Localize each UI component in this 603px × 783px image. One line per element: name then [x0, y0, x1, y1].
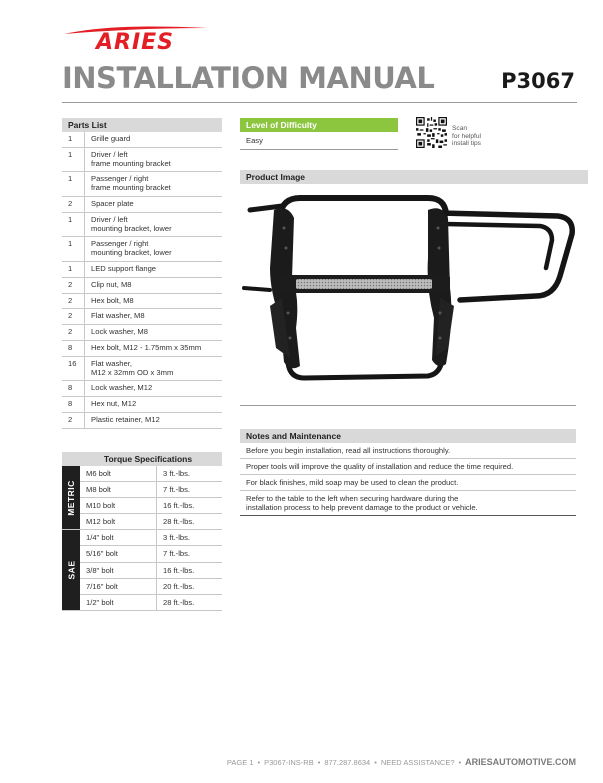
footer-website-link[interactable]: ARIESAUTOMOTIVE.COM: [465, 757, 576, 767]
note-item: Before you begin installation, read all instructions thoroughly.: [240, 443, 576, 459]
torque-value: 7 ft.-lbs.: [156, 546, 222, 561]
qr-code-icon[interactable]: [416, 117, 447, 148]
difficulty-header: Level of Difficulty: [240, 118, 398, 132]
grille-guard-image: [240, 188, 576, 388]
bolt-size: M6 bolt: [86, 469, 111, 478]
part-qty: 16: [68, 358, 77, 368]
torque-row: [80, 466, 222, 482]
torque-section-label: METRIC: [62, 466, 80, 529]
page-title: INSTALLATION MANUAL: [62, 61, 435, 95]
torque-row: [80, 546, 222, 562]
part-qty: 2: [68, 198, 73, 208]
part-description: Hex bolt, M8: [84, 294, 222, 309]
torque-value: 28 ft.-lbs.: [156, 595, 222, 610]
torque-value: 16 ft.-lbs.: [156, 563, 222, 578]
bolt-size: 1/2" bolt: [86, 597, 114, 607]
qr-caption: Scan for helpful install tips: [452, 125, 481, 148]
bolt-size: M8 bolt: [86, 485, 111, 495]
parts-row: [62, 278, 222, 294]
part-description: LED support flange: [84, 262, 222, 277]
parts-row: [62, 413, 222, 429]
footer-doc-code: P3067-INS-RB: [264, 758, 314, 767]
torque-value: 7 ft.-lbs.: [156, 482, 222, 497]
part-number: P3067: [501, 69, 575, 93]
torque-section-metric: [62, 466, 222, 530]
part-description: Passenger / right frame mounting bracket: [84, 172, 222, 196]
footer-page: PAGE 1: [226, 758, 254, 767]
part-description: Clip nut, M8: [84, 278, 222, 293]
part-description: Hex nut, M12: [84, 397, 222, 412]
torque-row: [80, 579, 222, 595]
part-description: Flat washer, M12 x 32mm OD x 3mm: [84, 357, 222, 381]
notes-header: Notes and Maintenance: [240, 429, 576, 443]
part-qty: 8: [68, 399, 73, 409]
part-description: Lock washer, M8: [84, 325, 222, 340]
part-qty: 1: [68, 134, 73, 143]
torque-row: [80, 498, 222, 514]
note-item: Proper tools will improve the quality of installation and reduce the time required.: [240, 459, 576, 475]
part-qty: 1: [68, 263, 73, 273]
parts-row: [62, 237, 222, 262]
torque-value: 16 ft.-lbs.: [156, 498, 222, 513]
torque-row: [80, 563, 222, 579]
parts-row: [62, 197, 222, 213]
torque-row: [80, 595, 222, 610]
part-description: Plastic retainer, M12: [84, 413, 222, 428]
aries-logo: [60, 22, 210, 52]
parts-list: [62, 118, 222, 429]
parts-row: [62, 213, 222, 238]
parts-row: [62, 397, 222, 413]
part-qty: 1: [68, 174, 73, 184]
bolt-size: M12 bolt: [86, 517, 116, 527]
parts-row: [62, 381, 222, 397]
parts-row: [62, 172, 222, 197]
part-qty: 1: [68, 214, 73, 224]
part-description: Driver / left frame mounting bracket: [84, 148, 222, 172]
torque-section-sae: [62, 530, 222, 610]
bolt-size: 3/8" bolt: [86, 565, 114, 575]
part-qty: 2: [68, 295, 73, 305]
part-description: Passenger / right mounting bracket, lower: [84, 237, 222, 261]
part-description: Lock washer, M12: [84, 381, 222, 396]
parts-list-header: Parts List: [62, 118, 222, 132]
part-qty: 8: [68, 342, 73, 352]
torque-row: [80, 514, 222, 529]
header-divider: [62, 102, 577, 103]
torque-value: 20 ft.-lbs.: [156, 579, 222, 594]
bolt-size: 5/16" bolt: [86, 549, 118, 559]
part-description: Spacer plate: [84, 197, 222, 212]
parts-row: [62, 262, 222, 278]
difficulty-value: Easy: [240, 132, 398, 150]
part-qty: 8: [68, 383, 73, 393]
torque-specifications: [62, 452, 222, 611]
part-qty: 2: [68, 327, 73, 337]
torque-header: Torque Specifications: [62, 452, 222, 466]
footer-phone: 877.287.8634: [324, 758, 371, 767]
part-qty: 1: [68, 239, 73, 249]
torque-section-label: SAE: [62, 530, 80, 609]
page-footer: PAGE 1 • P3067-INS-RB • 877.287.8634 • NEED ASSISTANCE? • ARIESAUTOMOTIVE.COM: [226, 757, 576, 767]
torque-row: [80, 530, 222, 546]
product-image-divider: [240, 405, 576, 406]
bolt-size: M10 bolt: [86, 501, 116, 511]
note-item: For black finishes, mild soap may be used to clean the product.: [240, 475, 576, 491]
part-qty: 2: [68, 279, 73, 289]
torque-row: [80, 482, 222, 498]
parts-row: [62, 148, 222, 173]
difficulty-box: [240, 118, 398, 150]
bolt-size: 7/16" bolt: [86, 581, 118, 591]
part-qty: 2: [68, 414, 73, 424]
parts-row: [62, 341, 222, 357]
part-qty: 1: [68, 149, 73, 159]
torque-value: 3 ft.-lbs.: [156, 530, 222, 545]
note-item: Refer to the table to the left when securing hardware during the installation process to help prevent damage to the product or vehicle.: [240, 491, 576, 516]
parts-row: [62, 325, 222, 341]
part-description: Driver / left mounting bracket, lower: [84, 213, 222, 237]
part-description: Flat washer, M8: [84, 309, 222, 324]
brand-text: ARIES: [95, 30, 175, 52]
bolt-size: 1/4" bolt: [86, 533, 114, 543]
part-qty: 2: [68, 311, 73, 321]
parts-row: [62, 309, 222, 325]
part-description: Grille guard: [84, 132, 222, 147]
torque-value: 28 ft.-lbs.: [156, 514, 222, 529]
notes-and-maintenance: [240, 429, 576, 516]
parts-row: [62, 132, 222, 148]
footer-assist: NEED ASSISTANCE?: [380, 758, 455, 767]
part-description: Hex bolt, M12 - 1.75mm x 35mm: [84, 341, 222, 356]
torque-value: 3 ft.-lbs.: [156, 466, 222, 481]
product-image-header: Product Image: [240, 170, 588, 184]
parts-row: [62, 294, 222, 310]
parts-row: [62, 357, 222, 382]
